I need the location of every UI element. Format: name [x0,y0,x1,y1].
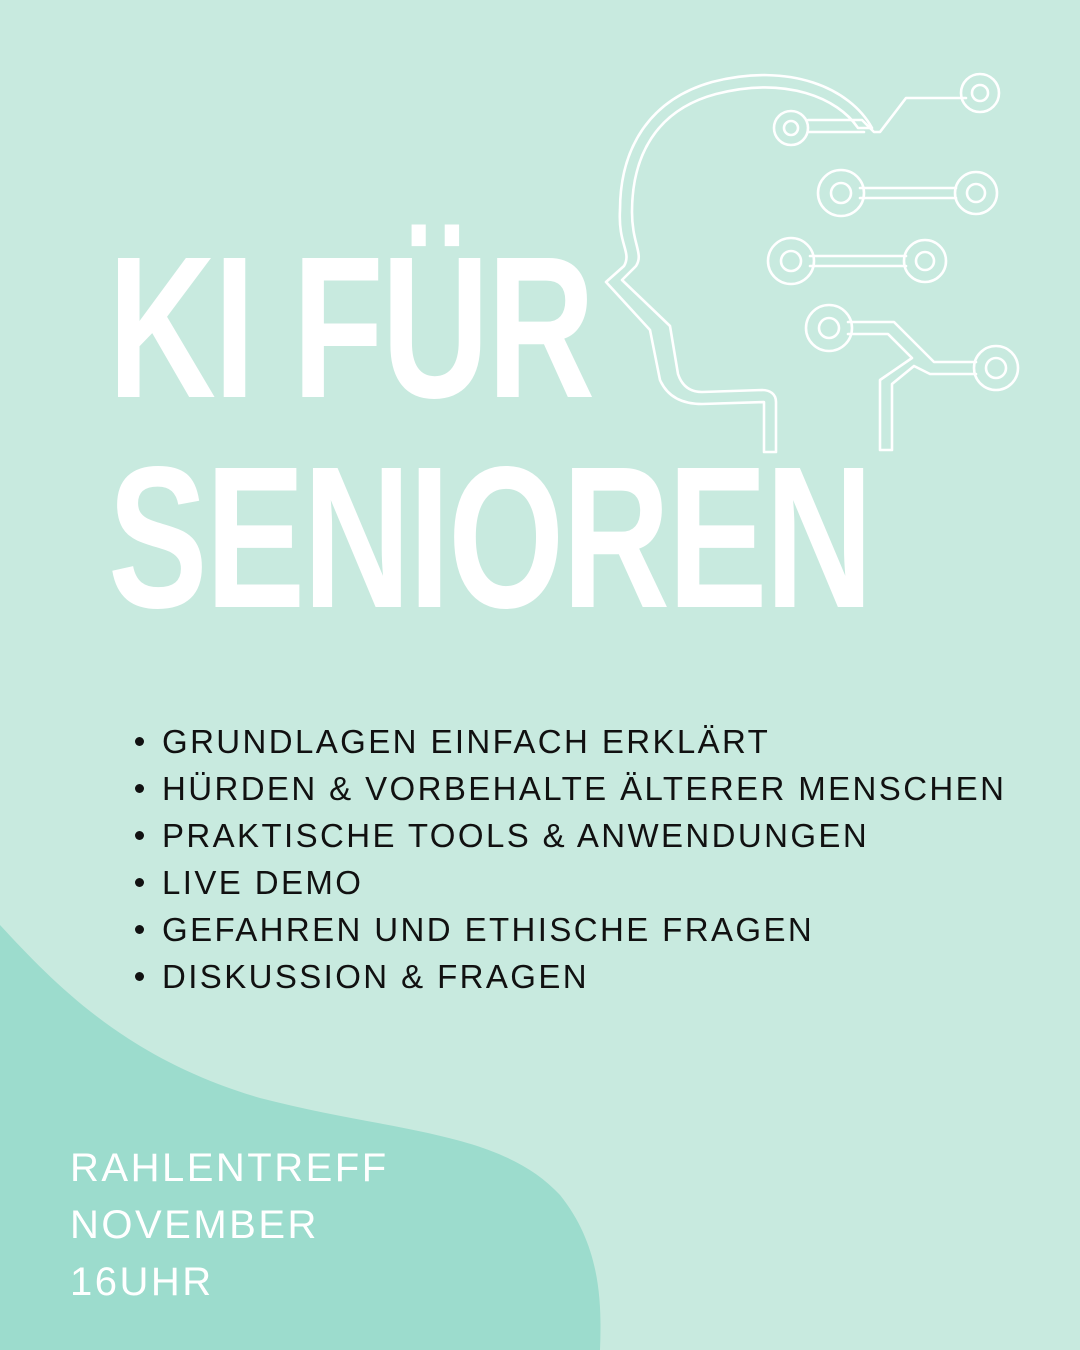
title-line-1: KI FÜR [108,214,593,440]
event-info [70,1140,389,1311]
topic-label: DISKUSSION & FRAGEN [162,958,590,995]
list-item [135,812,1006,859]
list-item [135,953,1006,1000]
event-time: 16UHR [70,1260,214,1304]
list-item [135,906,1006,953]
event-month: NOVEMBER [70,1203,319,1247]
topic-list [135,718,1006,1000]
list-item [135,859,1006,906]
bullet-icon [135,737,144,746]
topic-label: GRUNDLAGEN EINFACH ERKLÄRT [162,723,771,760]
bullet-icon [135,925,144,934]
topic-label: HÜRDEN & VORBEHALTE ÄLTERER MENSCHEN [162,770,1007,807]
topic-label: LIVE DEMO [162,864,364,901]
topic-label: PRAKTISCHE TOOLS & ANWENDUNGEN [162,817,870,854]
bullet-icon [135,972,144,981]
list-item [135,718,1006,765]
title-line-2: SENIOREN [108,424,871,650]
event-location: RAHLENTREFF [70,1146,389,1190]
page-title [108,214,871,650]
bullet-icon [135,831,144,840]
bullet-icon [135,878,144,887]
topic-label: GEFAHREN UND ETHISCHE FRAGEN [162,911,815,948]
list-item [135,765,1006,812]
bullet-icon [135,784,144,793]
